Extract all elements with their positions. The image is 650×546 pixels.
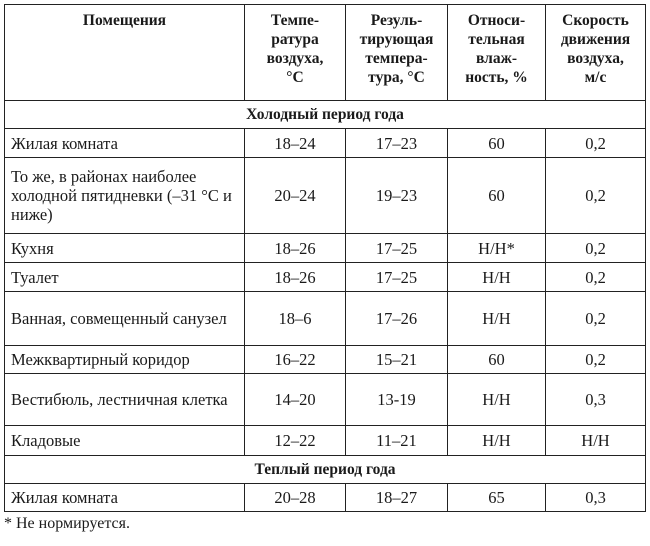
header-line: °C xyxy=(286,69,304,86)
cell-room: Жилая комната xyxy=(5,484,245,512)
cell-humidity: Н/Н xyxy=(448,374,546,426)
cell-air-speed: 0,3 xyxy=(546,484,646,512)
cell-air-speed: Н/Н xyxy=(546,426,646,456)
cell-room: Межквартирный коридор xyxy=(5,346,245,374)
cell-temp: 20–28 xyxy=(245,484,346,512)
cell-room: Жилая комната xyxy=(5,129,245,158)
footnote: * Не нормируется. xyxy=(4,515,130,532)
cell-temp: 18–24 xyxy=(245,129,346,158)
cell-humidity: 60 xyxy=(448,129,546,158)
table-row xyxy=(5,158,646,234)
table-row xyxy=(5,263,646,292)
cell-temp: 12–22 xyxy=(245,426,346,456)
header-line: воздуха, xyxy=(567,50,624,67)
cell-air-speed: 0,2 xyxy=(546,158,646,234)
header-line: Резуль- xyxy=(370,12,423,29)
cell-room: Туалет xyxy=(5,263,245,292)
cell-result-temp: 18–27 xyxy=(346,484,448,512)
table-row xyxy=(5,346,646,374)
cell-result-temp: 15–21 xyxy=(346,346,448,374)
cell-result-temp: 17–26 xyxy=(346,292,448,346)
cell-air-speed: 0,2 xyxy=(546,346,646,374)
section-title: Теплый период года xyxy=(5,456,646,484)
section-row xyxy=(5,101,646,129)
header-line: м/с xyxy=(584,69,607,86)
cell-room: Кладовые xyxy=(5,426,245,456)
header-line: Скорость xyxy=(562,12,629,29)
microclimate-table xyxy=(4,4,646,512)
cell-air-speed: 0,2 xyxy=(546,263,646,292)
cell-room: Вестибюль, лестничная клетка xyxy=(5,374,245,426)
cell-humidity: Н/Н xyxy=(448,292,546,346)
section-row xyxy=(5,456,646,484)
column-header xyxy=(546,5,646,101)
column-header xyxy=(346,5,448,101)
header-line: тельная xyxy=(468,31,525,48)
header-line: ность, % xyxy=(465,69,528,86)
cell-temp: 18–26 xyxy=(245,234,346,263)
cell-temp: 20–24 xyxy=(245,158,346,234)
cell-humidity: Н/Н xyxy=(448,426,546,456)
cell-humidity: 60 xyxy=(448,158,546,234)
table-row xyxy=(5,292,646,346)
cell-air-speed: 0,2 xyxy=(546,129,646,158)
header-line: темпера- xyxy=(365,50,428,67)
cell-air-speed: 0,2 xyxy=(546,234,646,263)
column-header xyxy=(5,5,245,101)
column-header xyxy=(245,5,346,101)
table-row xyxy=(5,234,646,263)
cell-air-speed: 0,3 xyxy=(546,374,646,426)
cell-result-temp: 17–25 xyxy=(346,263,448,292)
cell-result-temp: 11–21 xyxy=(346,426,448,456)
cell-result-temp: 19–23 xyxy=(346,158,448,234)
header-line: Относи- xyxy=(467,12,526,29)
cell-result-temp: 13-19 xyxy=(346,374,448,426)
table-row xyxy=(5,484,646,512)
cell-result-temp: 17–23 xyxy=(346,129,448,158)
cell-temp: 18–26 xyxy=(245,263,346,292)
header-row xyxy=(5,5,646,101)
table-row xyxy=(5,129,646,158)
header-line: тура, °C xyxy=(368,69,425,86)
cell-result-temp: 17–25 xyxy=(346,234,448,263)
cell-room: То же, в районах наиболее холодной пятидневки (–31 °С и ниже) xyxy=(5,158,245,234)
cell-temp: 18–6 xyxy=(245,292,346,346)
header-line: Темпе- xyxy=(270,12,320,29)
cell-humidity: Н/Н* xyxy=(448,234,546,263)
column-header xyxy=(448,5,546,101)
cell-humidity: 60 xyxy=(448,346,546,374)
header-line: влаж- xyxy=(475,50,517,67)
header-line: воздуха, xyxy=(266,50,324,67)
cell-room: Кухня xyxy=(5,234,245,263)
header-line: движения xyxy=(560,31,631,48)
table-row xyxy=(5,374,646,426)
cell-temp: 16–22 xyxy=(245,346,346,374)
header-line: ратура xyxy=(271,31,319,48)
cell-humidity: 65 xyxy=(448,484,546,512)
cell-room: Ванная, совмещенный санузел xyxy=(5,292,245,346)
header-line: Помещения xyxy=(82,12,167,29)
header-line: тирующая xyxy=(359,31,434,48)
cell-humidity: Н/Н xyxy=(448,263,546,292)
cell-temp: 14–20 xyxy=(245,374,346,426)
cell-air-speed: 0,2 xyxy=(546,292,646,346)
table-row xyxy=(5,426,646,456)
section-title: Холодный период года xyxy=(5,101,646,129)
